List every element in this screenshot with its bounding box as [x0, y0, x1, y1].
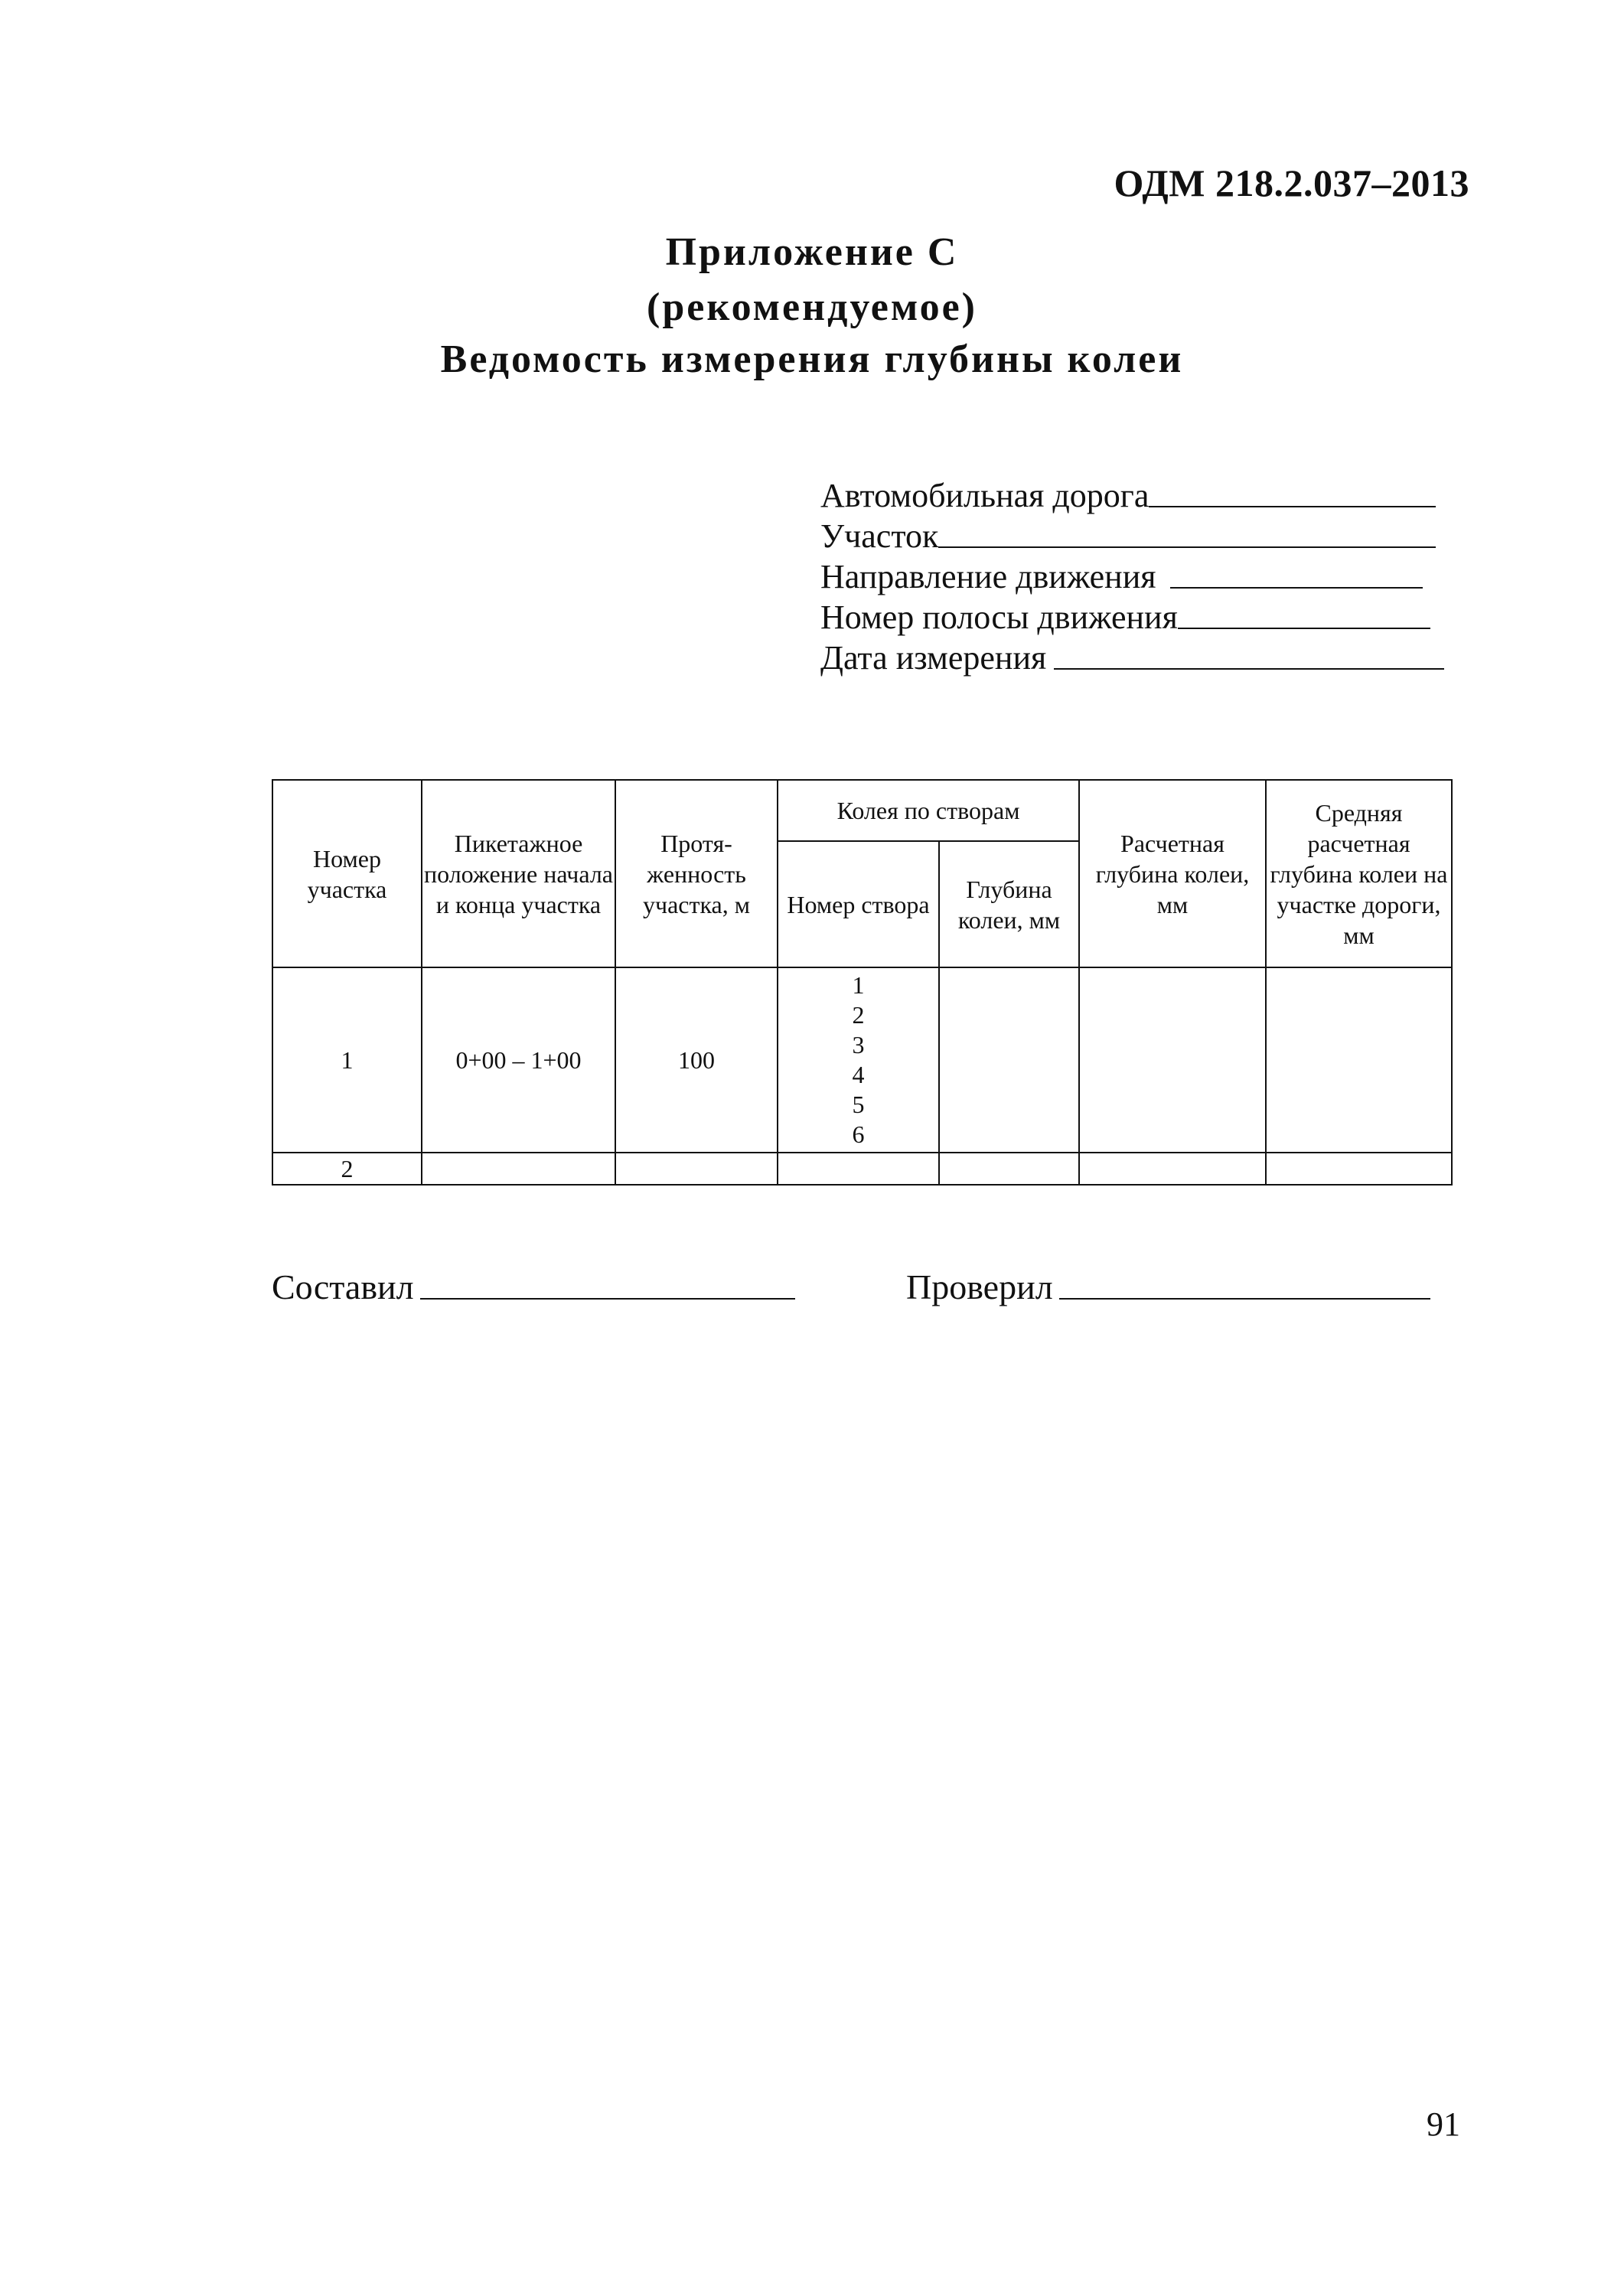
header-stvor-number: Номер створа [778, 841, 939, 967]
row2-rut-depth-cell[interactable] [939, 1153, 1079, 1185]
header-picket-position: Пикетажное положение начала и конца участка [422, 780, 615, 967]
compiled-signature-line[interactable] [420, 1298, 795, 1300]
appendix-status: (рекомендуемое) [647, 285, 977, 329]
header-section-number: Номер участка [272, 780, 422, 967]
road-field [820, 475, 1444, 515]
checked-signature-line[interactable] [1059, 1298, 1430, 1300]
row-calc-depth-cell[interactable] [1079, 967, 1266, 1153]
row-picket[interactable]: 0+00 – 1+00 [422, 967, 615, 1153]
checked-signature [906, 1267, 1430, 1307]
direction-field [820, 556, 1444, 596]
road-input-line[interactable] [1149, 505, 1436, 507]
row2-calc-depth-cell[interactable] [1079, 1153, 1266, 1185]
header-rut-group: Колея по створам [778, 780, 1079, 841]
section-input-line[interactable] [938, 546, 1436, 548]
stvor-5: 5 [852, 1091, 865, 1119]
appendix-title: Приложение С [665, 230, 959, 274]
rut-measurement-table [272, 779, 1453, 1186]
section-field [820, 515, 1444, 556]
header-row [272, 780, 1452, 841]
compiled-signature [272, 1267, 795, 1307]
date-input-line[interactable] [1054, 667, 1444, 670]
stvor-2: 2 [852, 1000, 865, 1029]
header-avg-depth: Средняя расчетная глубина колеи на участке дороги, мм [1266, 780, 1452, 967]
row2-avg-depth-cell[interactable] [1266, 1153, 1452, 1185]
date-field [820, 637, 1444, 677]
direction-label: Направление движения [820, 558, 1156, 595]
page-number: 91 [1427, 2105, 1460, 2143]
compiled-label: Составил [272, 1267, 414, 1306]
document-number: ОДМ 218.2.037–2013 [1114, 161, 1469, 204]
checked-label: Проверил [906, 1267, 1053, 1306]
date-label: Дата измерения [820, 639, 1047, 677]
row-rut-depth-cell[interactable] [939, 967, 1079, 1153]
header-length: Протя-женность участка, м [615, 780, 778, 967]
lane-field [820, 596, 1444, 637]
lane-label: Номер полосы движения [820, 598, 1178, 636]
direction-input-line[interactable] [1170, 586, 1423, 589]
row2-stvor-cell[interactable] [778, 1153, 939, 1185]
header-rut-depth: Глубина колеи, мм [939, 841, 1079, 967]
section-label: Участок [820, 517, 939, 555]
form-fields [820, 475, 1444, 677]
row-section[interactable]: 1 [272, 967, 422, 1153]
header-calc-depth: Расчетная глубина колеи, мм [1079, 780, 1266, 967]
row2-picket-cell[interactable] [422, 1153, 615, 1185]
table-row [272, 967, 1452, 1153]
stvor-1: 1 [852, 970, 865, 999]
stvor-4: 4 [852, 1061, 865, 1088]
row2-length-cell[interactable] [615, 1153, 778, 1185]
stvor-3: 3 [852, 1030, 865, 1058]
row-stvor-list [778, 967, 939, 1153]
row-length[interactable]: 100 [615, 967, 778, 1153]
stvor-6: 6 [852, 1120, 865, 1149]
road-label: Автомобильная дорога [820, 477, 1150, 514]
row2-section[interactable]: 2 [272, 1153, 422, 1185]
form-title: Ведомость измерения глубины колеи [440, 338, 1184, 381]
lane-input-line[interactable] [1178, 627, 1430, 629]
table-row [272, 1153, 1452, 1185]
row-avg-depth-cell[interactable] [1266, 967, 1452, 1153]
